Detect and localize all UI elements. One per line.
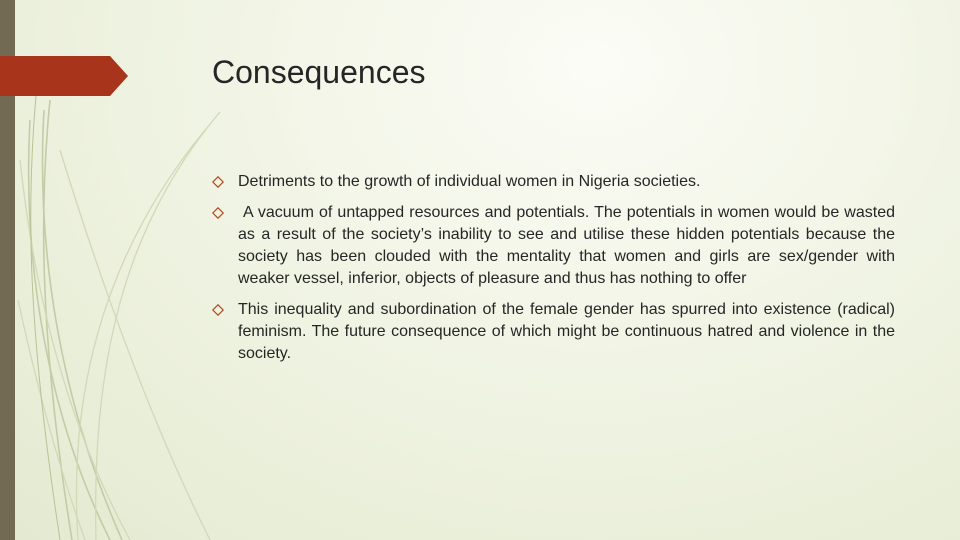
diamond-outline-icon — [212, 176, 224, 188]
bullet-text: Detriments to the growth of individual women in Nigeria societies. — [238, 173, 701, 190]
bullet-item — [212, 299, 895, 364]
slide-title: Consequences — [212, 54, 426, 90]
diamond-outline-icon — [212, 207, 224, 219]
bullet-item — [212, 171, 895, 193]
bullet-item — [212, 202, 895, 289]
arrow-tab-icon — [0, 0, 130, 100]
bullet-text: A vacuum of untapped resources and potentials. The potentials in women would be wasted as a result of the society’s inability to see and utilise these hidden potentials because the society has been clouded with the mentality that women and girls are sex/gender with weaker vessel, inferior, objects of pleasure and thus has nothing to offer — [238, 204, 895, 287]
bullet-list — [212, 171, 895, 374]
bullet-text: This inequality and subordination of the female gender has spurred into existence (radical) feminism. The future consequence of which might be continuous hatred and violence in the society. — [238, 300, 895, 362]
diamond-outline-icon — [212, 304, 224, 316]
